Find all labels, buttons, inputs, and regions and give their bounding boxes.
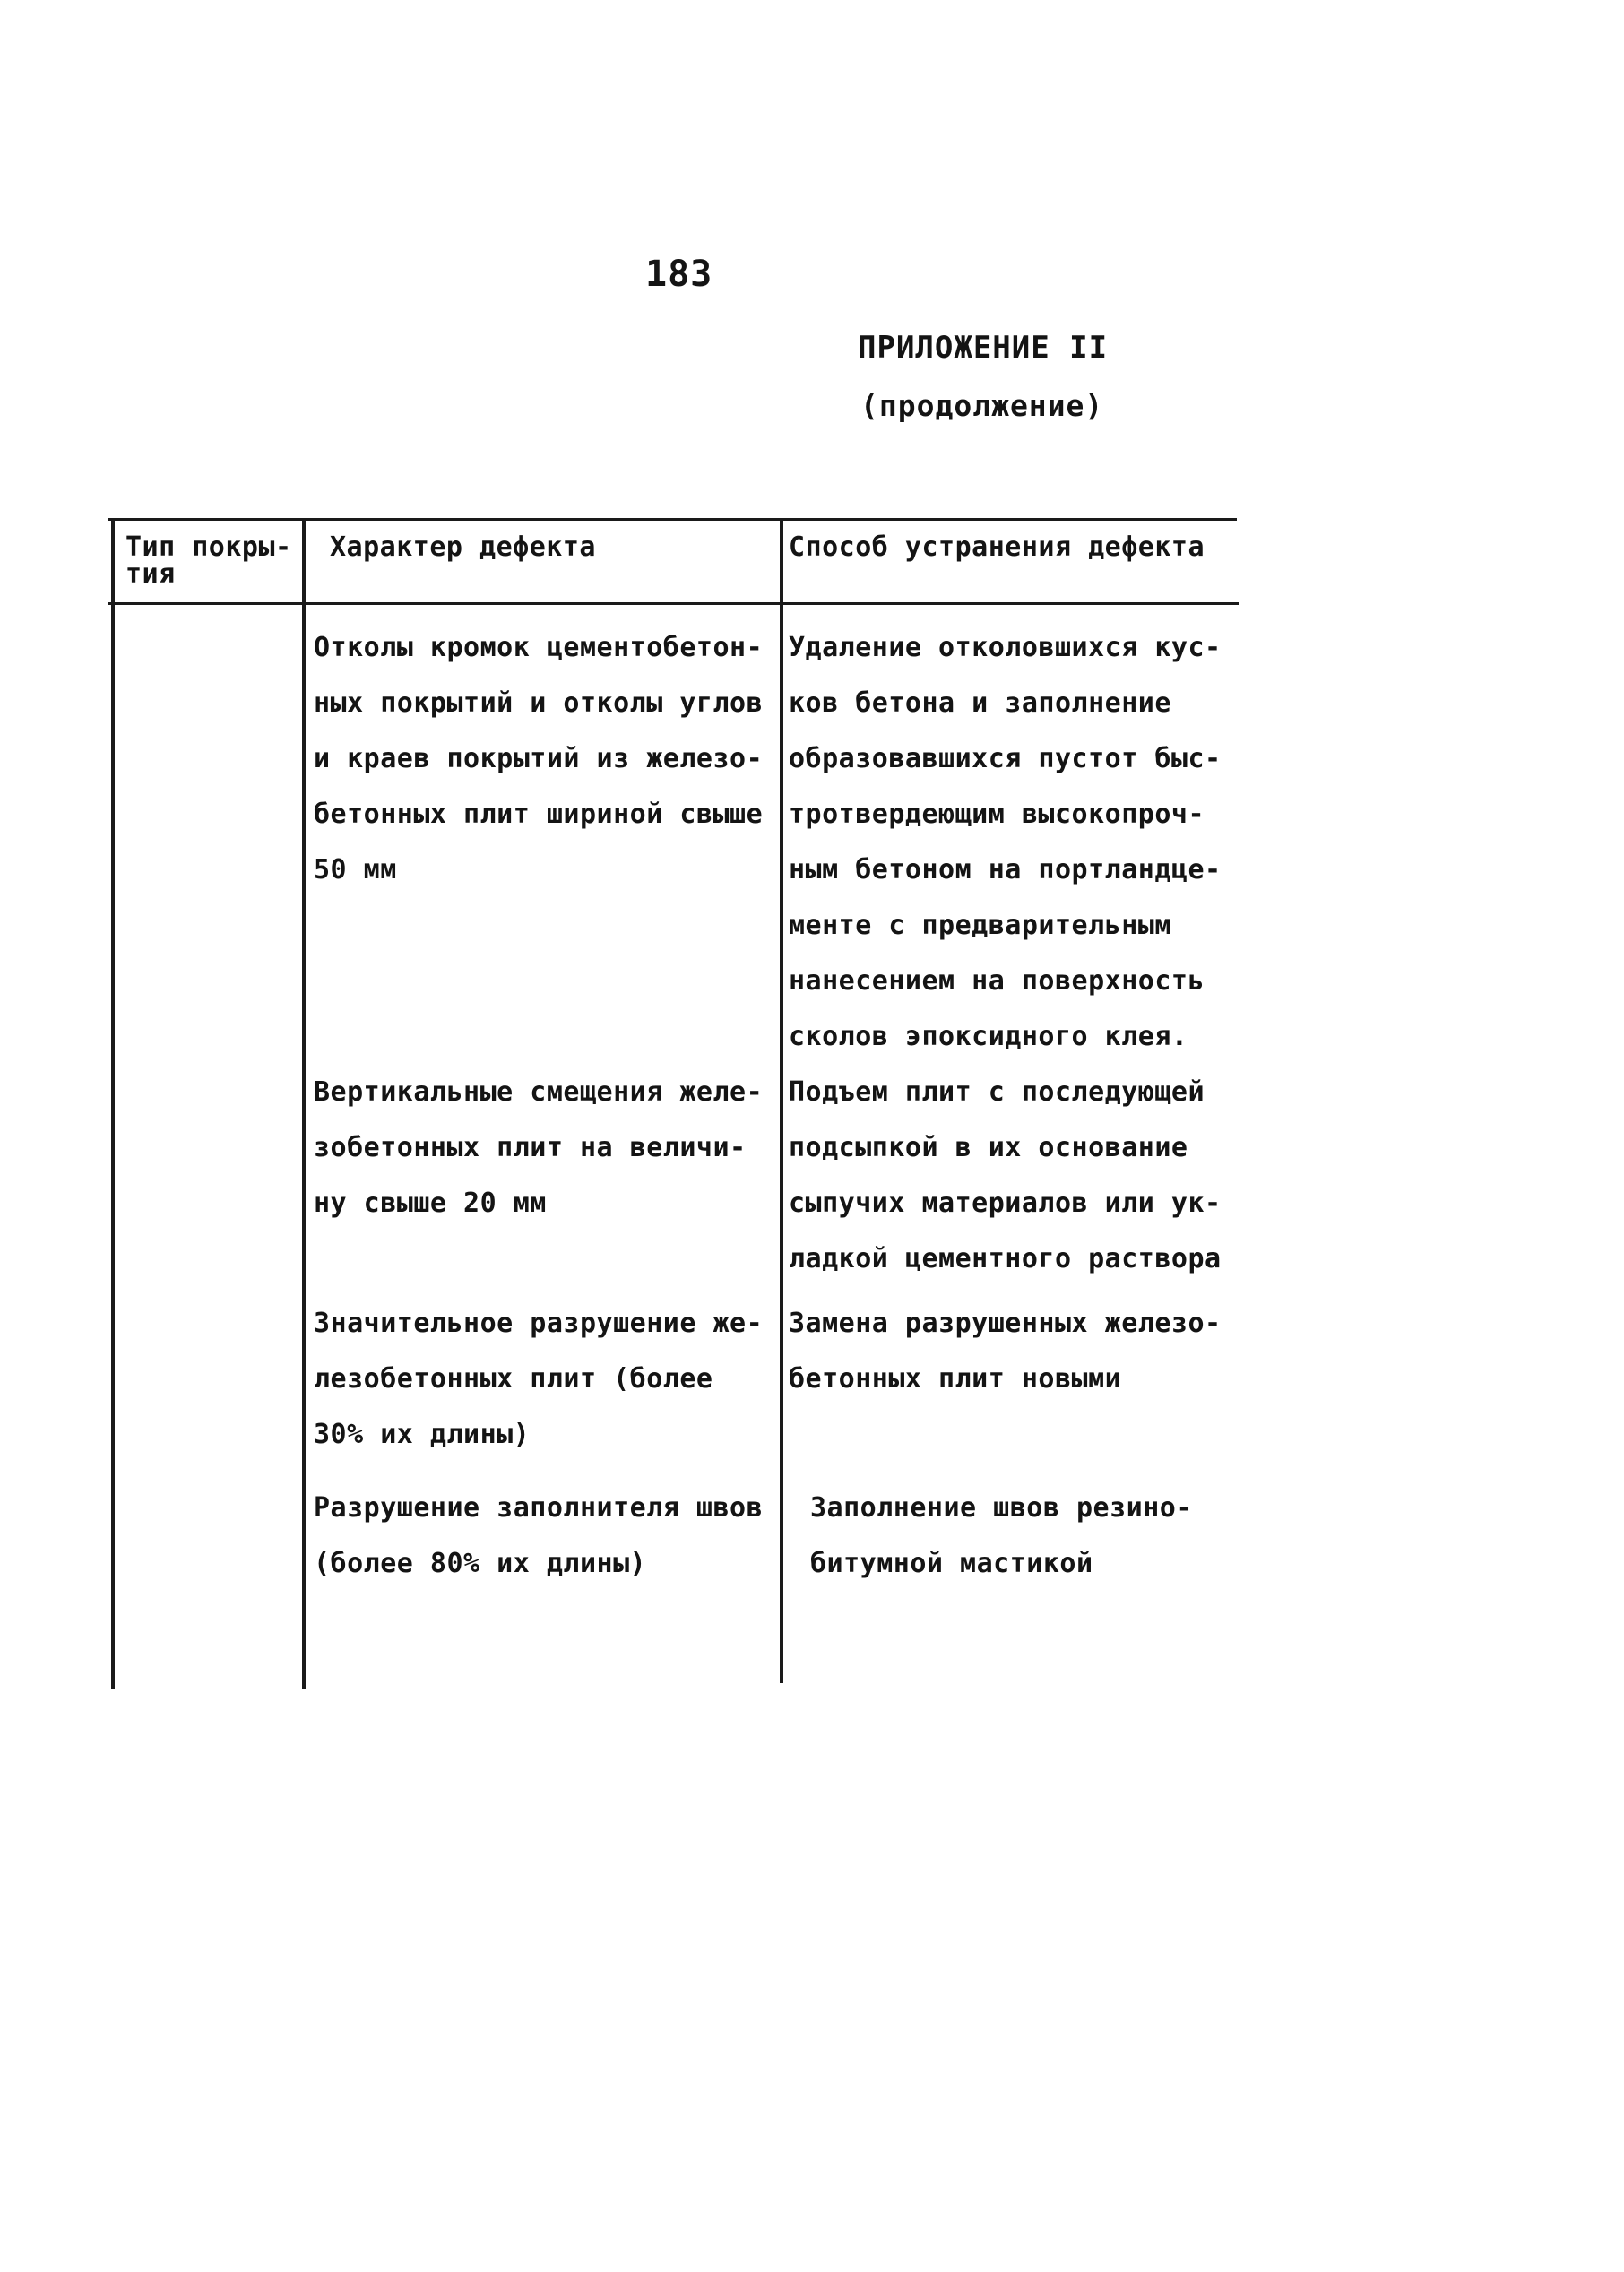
appendix-subtitle: (продолжение) (860, 388, 1104, 423)
column-divider-1 (111, 520, 115, 1689)
remedy-cell: Замена разрушенных железо- бетонных плит новыми (789, 1308, 1222, 1395)
table-top-rule (108, 518, 1237, 521)
header-defect: Характер дефекта (330, 531, 596, 563)
defect-cell: Отколы кромок цементобетон- ных покрытий и отколы углов и краев покрытий из железо- бетонных плит шириной свыше 50 мм (314, 632, 764, 885)
defect-cell: Разрушение заполнителя швов (более 80% их длины) (314, 1492, 764, 1579)
appendix-title: ПРИЛОЖЕНИЕ II (858, 330, 1109, 366)
remedy-cell: Подъем плит с последующей подсыпкой в их основание сыпучих материалов или ук- ладкой цементного раствора (789, 1076, 1222, 1274)
remedy-cell: Удаление отколовшихся кус- ков бетона и заполнение образовавшихся пустот быс- тротвердеющим высокопроч- ным бетоном на портландце- менте с предварительным нанесением на поверхность сколов эпоксидного клея. (789, 632, 1222, 1052)
column-divider-2 (302, 520, 306, 1689)
defect-cell: Вертикальные смещения желе- зобетонных плит на величи- ну свыше 20 мм (314, 1076, 764, 1219)
defect-cell: Значительное разрушение же- лезобетонных плит (более 30% их длины) (314, 1308, 764, 1450)
table-header-rule (108, 602, 1239, 605)
remedy-cell: Заполнение швов резино- битумной мастикой (810, 1492, 1193, 1579)
header-remedy: Способ устранения дефекта (789, 531, 1205, 563)
page-number: 183 (645, 254, 713, 295)
header-coating-type: Тип покры- тия (125, 531, 292, 590)
column-divider-3 (780, 518, 783, 1683)
